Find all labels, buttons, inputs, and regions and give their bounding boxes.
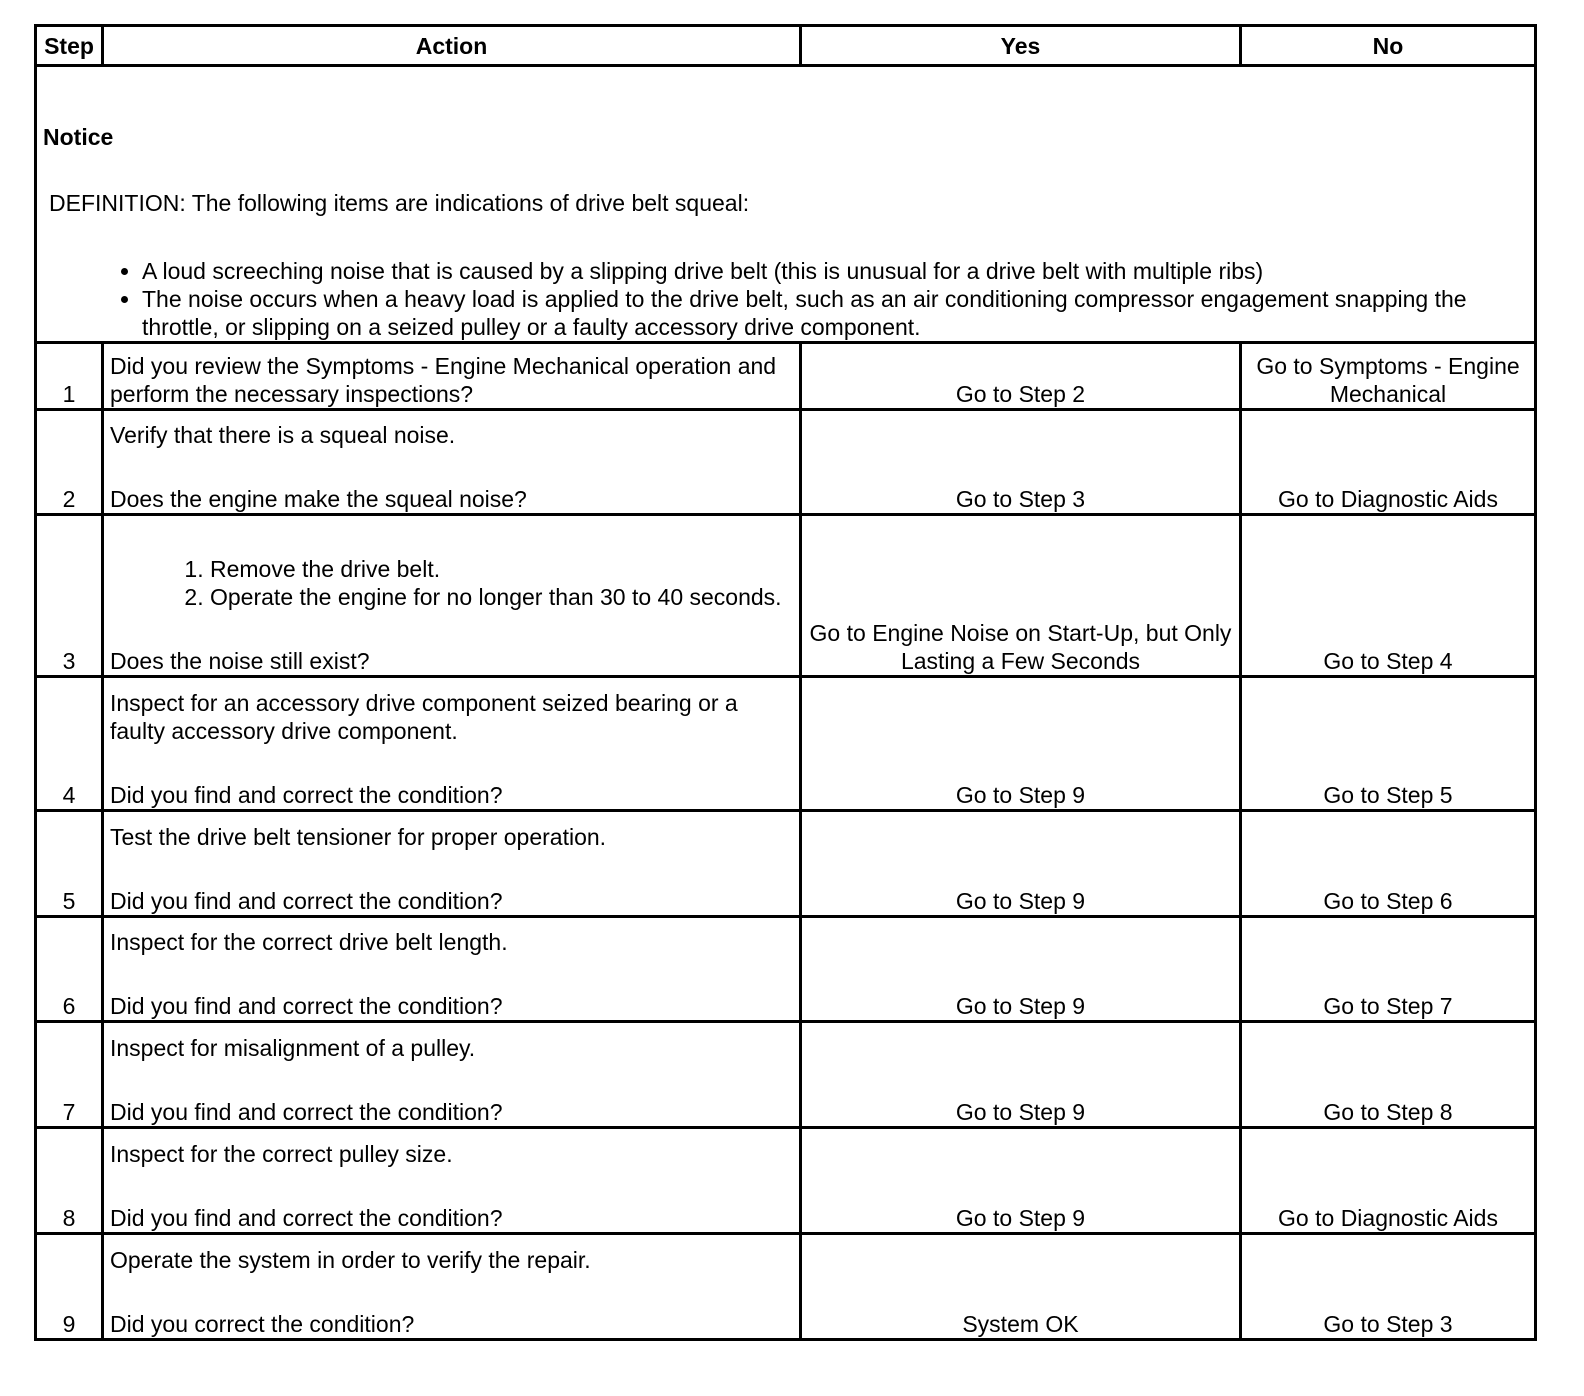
table-row xyxy=(36,343,1536,410)
action-instruction: Inspect for the correct pulley size. xyxy=(110,1141,453,1167)
action-question: Did you review the Symptoms - Engine Mechanical operation and perform the necessary inspections? xyxy=(110,353,777,407)
notice-bullet-list xyxy=(43,257,1528,341)
action-cell xyxy=(103,677,801,811)
no-result: Go to Step 5 xyxy=(1241,677,1536,811)
notice-title: Notice xyxy=(43,124,114,150)
step-number: 9 xyxy=(36,1234,103,1340)
action-question: Did you find and correct the condition? xyxy=(110,888,503,914)
step-number: 5 xyxy=(36,811,103,917)
yes-result: Go to Step 9 xyxy=(801,1022,1241,1128)
step-number: 8 xyxy=(36,1128,103,1234)
step-number: 7 xyxy=(36,1022,103,1128)
diagnostic-table xyxy=(34,24,1537,1341)
action-step: 2. Operate the engine for no longer than 30 to 40 seconds. xyxy=(210,583,793,611)
yes-result: Go to Engine Noise on Start-Up, but Only Lasting a Few Seconds xyxy=(801,515,1241,677)
action-instruction: Operate the system in order to verify the repair. xyxy=(110,1247,591,1273)
notice-cell xyxy=(36,66,1536,343)
action-cell xyxy=(103,515,801,677)
no-result: Go to Step 3 xyxy=(1241,1234,1536,1340)
action-question: Did you find and correct the condition? xyxy=(110,993,503,1019)
yes-result: Go to Step 9 xyxy=(801,677,1241,811)
yes-result: Go to Step 3 xyxy=(801,410,1241,515)
yes-result: Go to Step 9 xyxy=(801,1128,1241,1234)
table-row xyxy=(36,677,1536,811)
header-step: Step xyxy=(36,26,103,66)
table-row xyxy=(36,811,1536,917)
action-instruction: Inspect for misalignment of a pulley. xyxy=(110,1035,476,1061)
action-instruction: Inspect for the correct drive belt length. xyxy=(110,929,508,955)
action-cell xyxy=(103,917,801,1022)
no-result: Go to Diagnostic Aids xyxy=(1241,410,1536,515)
yes-result: System OK xyxy=(801,1234,1241,1340)
table-row xyxy=(36,515,1536,677)
notice-row xyxy=(36,66,1536,343)
table-row xyxy=(36,917,1536,1022)
action-cell xyxy=(103,1234,801,1340)
no-result: Go to Step 8 xyxy=(1241,1022,1536,1128)
action-instruction: Verify that there is a squeal noise. xyxy=(110,422,456,448)
no-result: Go to Symptoms - Engine Mechanical xyxy=(1241,343,1536,410)
no-result: Go to Step 7 xyxy=(1241,917,1536,1022)
no-result: Go to Step 4 xyxy=(1241,515,1536,677)
yes-result: Go to Step 2 xyxy=(801,343,1241,410)
table-row xyxy=(36,410,1536,515)
action-question: Did you correct the condition? xyxy=(110,1311,415,1337)
table-row xyxy=(36,1234,1536,1340)
action-instruction: Test the drive belt tensioner for proper operation. xyxy=(110,824,607,850)
step-number: 2 xyxy=(36,410,103,515)
no-result: Go to Diagnostic Aids xyxy=(1241,1128,1536,1234)
notice-bullet: • The noise occurs when a heavy load is applied to the drive belt, such as an air conditioning compressor engagement snapping the throttle, or slipping on a seized pulley or a faulty accessory drive component. xyxy=(142,285,1528,341)
action-cell xyxy=(103,343,801,410)
header-action: Action xyxy=(103,26,801,66)
action-question: Does the noise still exist? xyxy=(110,648,370,674)
table-row xyxy=(36,1128,1536,1234)
action-cell xyxy=(103,811,801,917)
step-number: 1 xyxy=(36,343,103,410)
action-steps-list xyxy=(110,555,793,611)
action-question: Does the engine make the squeal noise? xyxy=(110,486,527,512)
step-number: 4 xyxy=(36,677,103,811)
action-step: 1. Remove the drive belt. xyxy=(210,555,793,583)
action-cell xyxy=(103,1022,801,1128)
notice-definition: DEFINITION: The following items are indications of drive belt squeal: xyxy=(49,190,750,216)
header-no: No xyxy=(1241,26,1536,66)
step-number: 3 xyxy=(36,515,103,677)
header-yes: Yes xyxy=(801,26,1241,66)
notice-bullet: • A loud screeching noise that is caused by a slipping drive belt (this is unusual for a drive belt with multiple ribs) xyxy=(142,257,1528,285)
table-row xyxy=(36,1022,1536,1128)
yes-result: Go to Step 9 xyxy=(801,917,1241,1022)
step-number: 6 xyxy=(36,917,103,1022)
action-question: Did you find and correct the condition? xyxy=(110,782,503,808)
yes-result: Go to Step 9 xyxy=(801,811,1241,917)
action-cell xyxy=(103,1128,801,1234)
action-cell xyxy=(103,410,801,515)
action-instruction: Inspect for an accessory drive component seized bearing or a faulty accessory drive component. xyxy=(110,690,738,744)
no-result: Go to Step 6 xyxy=(1241,811,1536,917)
action-question: Did you find and correct the condition? xyxy=(110,1099,503,1125)
action-question: Did you find and correct the condition? xyxy=(110,1205,503,1231)
header-row xyxy=(36,26,1536,66)
